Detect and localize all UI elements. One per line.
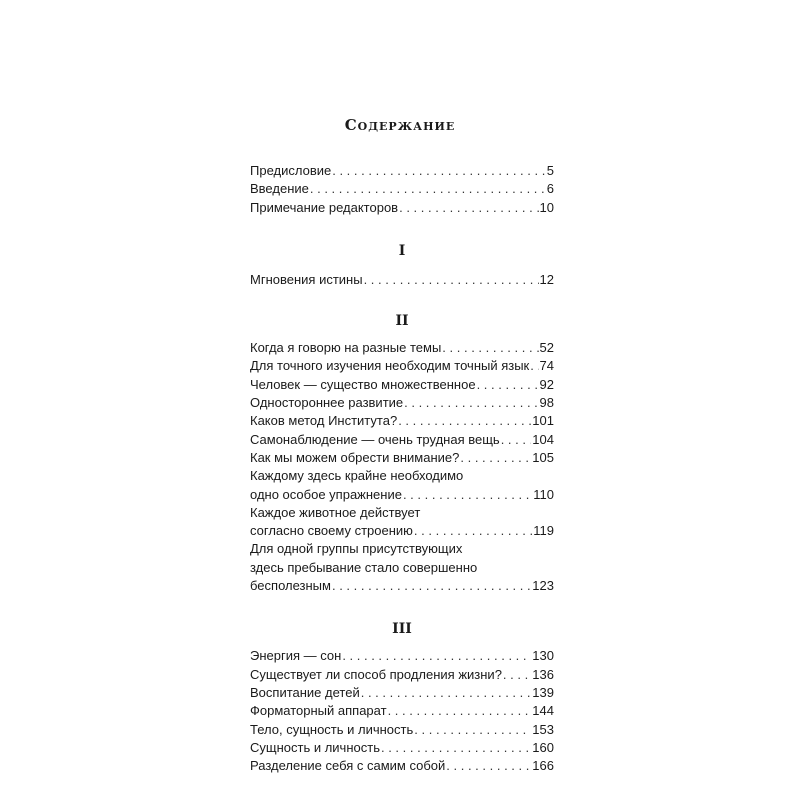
toc-entry-title: Сущность и личность	[250, 739, 380, 755]
dot-leader	[332, 577, 531, 595]
dot-leader	[332, 162, 546, 180]
toc-entry-page: 110	[533, 486, 554, 502]
toc-entry-title-line: Каждое животное действует	[250, 504, 421, 520]
toc-entry-title: Одностороннее развитие	[250, 395, 404, 411]
page-title: Содержание	[344, 116, 456, 134]
toc-entry-page: 166	[532, 758, 554, 774]
toc-entry-page: 123	[532, 578, 554, 594]
toc-entry-introduction[interactable]	[250, 180, 554, 198]
toc-entry-page: 139	[532, 684, 554, 700]
dot-leader	[460, 449, 531, 467]
table-of-contents	[250, 162, 554, 775]
dot-leader	[342, 647, 531, 665]
toc-entry-last-line	[250, 522, 554, 540]
toc-entry-title: Форматорный аппарат	[250, 703, 387, 719]
toc-entry-title: Мгновения истины	[250, 271, 363, 287]
toc-entry-page: 5	[546, 163, 554, 178]
toc-entry[interactable]	[250, 757, 554, 775]
toc-entry-title: Энергия — сон	[250, 648, 342, 664]
toc-entry-page: 105	[532, 449, 554, 465]
toc-entry-title: Разделение себя с самим собой	[250, 758, 446, 774]
toc-entry-page: 6	[546, 181, 554, 197]
toc-entry-editors-note[interactable]	[250, 199, 554, 217]
toc-entry[interactable]	[250, 376, 554, 394]
toc-entry-page: 12	[539, 271, 554, 287]
dot-leader	[503, 666, 531, 684]
toc-entry-page: 52	[539, 340, 554, 356]
dot-leader	[442, 339, 538, 357]
toc-entry-page: 144	[532, 703, 554, 719]
dot-leader	[501, 431, 532, 449]
dot-leader	[388, 702, 532, 720]
toc-entry-page: 98	[539, 395, 554, 411]
toc-entry-title: Когда я говорю на разные темы	[250, 340, 442, 356]
part-heading-2: II	[395, 313, 409, 330]
toc-entry-page: 119	[533, 523, 554, 539]
toc-entry-page: 136	[532, 666, 554, 682]
toc-entry-title: бесполезным	[250, 578, 331, 594]
toc-entry[interactable]	[250, 394, 554, 412]
toc-entry-page: 130	[532, 648, 554, 664]
dot-leader	[414, 721, 531, 739]
toc-entry[interactable]	[250, 739, 554, 757]
toc-entry-title: Тело, сущность и личность	[250, 721, 414, 737]
toc-entry[interactable]	[250, 666, 554, 684]
toc-entry-title-line: здесь пребывание стало совершенно	[250, 559, 478, 575]
toc-entry-page: 153	[532, 721, 554, 737]
toc-entry-title: одно особое упражнение	[250, 486, 402, 502]
dot-leader	[399, 199, 538, 217]
toc-entry-page: 92	[539, 376, 554, 392]
toc-entry-title: Предисловие	[250, 163, 332, 178]
toc-entry-page: 160	[532, 739, 554, 755]
toc-entry-title: Примечание редакторов	[250, 199, 399, 215]
toc-entry-multiline[interactable]	[250, 540, 554, 595]
dot-leader	[446, 757, 531, 775]
toc-entry[interactable]	[250, 431, 554, 449]
toc-entry-title: согласно своему строению	[250, 523, 413, 539]
toc-entry-last-line	[250, 486, 554, 504]
dot-leader	[364, 271, 539, 289]
toc-entry-title-line: Каждому здесь крайне необходимо	[250, 468, 464, 484]
dot-leader	[404, 394, 538, 412]
toc-entry-title: Каков метод Института?	[250, 413, 398, 429]
toc-entry[interactable]	[250, 449, 554, 467]
toc-entry-last-line	[250, 577, 554, 595]
toc-entry[interactable]	[250, 339, 554, 357]
toc-entry-page: 10	[539, 199, 554, 215]
toc-entry[interactable]	[250, 647, 554, 665]
toc-entry-multiline[interactable]	[250, 504, 554, 541]
dot-leader	[381, 739, 531, 757]
toc-entry-multiline[interactable]	[250, 467, 554, 504]
toc-entry[interactable]	[250, 412, 554, 430]
dot-leader	[403, 486, 532, 504]
toc-entry[interactable]	[250, 357, 554, 375]
toc-entry[interactable]	[250, 684, 554, 702]
toc-entry-title: Введение	[250, 181, 309, 197]
dot-leader	[477, 376, 539, 394]
toc-entry-page: 74	[539, 358, 554, 374]
toc-entry-title: Воспитание детей	[250, 684, 360, 700]
dot-leader	[361, 684, 532, 702]
toc-entry[interactable]	[250, 271, 554, 289]
toc-entry-title: Человек — существо множественное	[250, 376, 476, 392]
toc-entry-title: Существует ли способ продления жизни?	[250, 666, 502, 682]
part-heading-3: III	[392, 621, 412, 638]
toc-entry-page: 101	[532, 413, 554, 429]
dot-leader	[310, 180, 546, 198]
toc-entry-title: Для точного изучения необходим точный язык	[250, 358, 530, 374]
dot-leader	[414, 522, 532, 540]
toc-entry-page: 104	[532, 431, 554, 447]
toc-entry[interactable]	[250, 721, 554, 739]
toc-entry-title: Самонаблюдение — очень трудная вещь	[250, 431, 500, 447]
toc-entry-preface[interactable]	[250, 162, 554, 180]
part-heading-1: I	[398, 242, 406, 259]
dot-leader	[398, 412, 531, 430]
dot-leader	[530, 357, 538, 375]
toc-entry-title: Как мы можем обрести внимание?	[250, 449, 460, 465]
toc-entry-title-line: Для одной группы присутствующих	[250, 541, 463, 557]
toc-entry[interactable]	[250, 702, 554, 720]
